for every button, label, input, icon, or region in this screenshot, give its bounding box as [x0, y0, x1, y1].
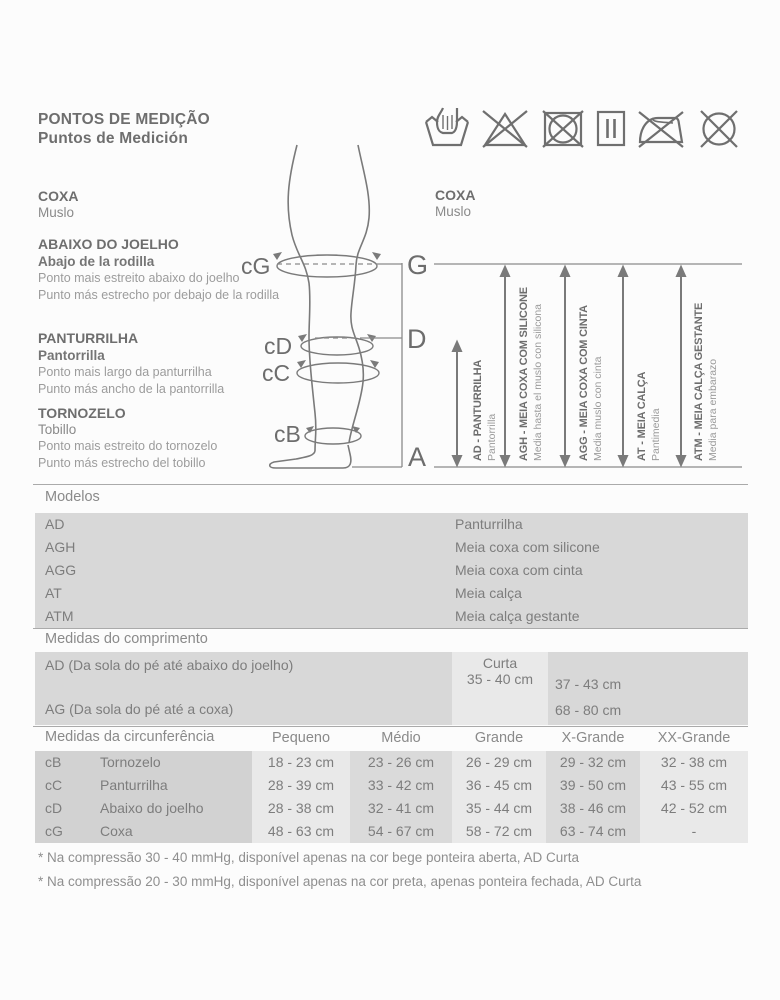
row-name: Coxa — [100, 823, 133, 839]
level-lines — [277, 263, 742, 467]
row-name: Abaixo do joelho — [100, 800, 204, 816]
model-name: Meia calça — [455, 585, 522, 601]
circunferencia-header: Medidas da circunferência — [45, 729, 215, 745]
table-row — [35, 797, 748, 820]
measure-ellipses — [277, 255, 379, 444]
point-subtitle: Tobillo — [38, 422, 77, 437]
point-subtitle: Pantorrilla — [38, 348, 105, 363]
point-coxa-title: COXA — [38, 188, 79, 204]
comprimento-table — [35, 652, 748, 725]
modelos-table — [35, 513, 748, 628]
table-row — [35, 605, 748, 628]
table-row — [35, 582, 748, 605]
cell-x-grande: 29 - 32 cm — [546, 751, 640, 774]
row-label — [35, 774, 252, 797]
length-row-ag-value: 68 - 80 cm — [555, 702, 622, 718]
range-label-at: AT - MEIA CALÇA — [636, 371, 648, 461]
table-row — [35, 536, 748, 559]
table-row — [35, 774, 748, 797]
cell-pequeno: 48 - 63 cm — [252, 820, 350, 843]
cell-x-grande: 39 - 50 cm — [546, 774, 640, 797]
separator — [33, 484, 748, 485]
size-header-medio: Médio — [381, 730, 421, 746]
label-cG: cG — [241, 253, 271, 279]
model-code: AGG — [45, 562, 77, 578]
label-D: D — [407, 324, 427, 354]
length-row-ad-value: 37 - 43 cm — [555, 676, 622, 692]
separator — [33, 628, 748, 629]
point-subtitle: Abajo de la rodilla — [38, 254, 155, 269]
range-label-agh: AGH - MEIA COXA COM SILICONE — [518, 287, 530, 461]
model-code: AGH — [45, 539, 76, 555]
row-label — [35, 820, 252, 843]
range-label-agg: AGG - MEIA COXA COM CINTA — [578, 305, 590, 461]
point-desc-es: Punto más estrecho por debajo de la rodilla — [38, 288, 280, 302]
label-G: G — [407, 250, 429, 280]
cell-medio: 33 - 42 cm — [350, 774, 452, 797]
cell-pequeno: 28 - 39 cm — [252, 774, 350, 797]
separator — [33, 726, 748, 727]
point-coxa-sub: Muslo — [38, 205, 75, 220]
model-name: Meia calça gestante — [455, 608, 580, 624]
cell-grande: 36 - 45 cm — [452, 774, 546, 797]
point-coxa — [38, 188, 78, 221]
row-label — [35, 797, 252, 820]
table-row — [35, 820, 748, 843]
model-name: Meia coxa com cinta — [455, 562, 583, 578]
size-header-grande: Grande — [474, 730, 524, 746]
length-row-ag-label: AG (Da sola do pé até a coxa) — [45, 701, 234, 717]
point-desc-pt: Ponto mais largo da panturrilha — [38, 365, 212, 379]
diagram-coxa-sub: Muslo — [435, 204, 472, 219]
table-row — [35, 751, 748, 774]
model-code: ATM — [45, 608, 74, 624]
range-sublabel-at: Pantimedia — [650, 408, 662, 461]
label-cC: cC — [262, 360, 291, 386]
point-desc-pt: Ponto mais estreito do tornozelo — [38, 439, 218, 453]
range-sublabel-agh: Media hasta el muslo con silicona — [532, 304, 544, 461]
range-label-ad: AD - PANTURRILHA — [472, 359, 484, 461]
cell-xx-grande: 42 - 52 cm — [640, 797, 748, 820]
cell-medio: 23 - 26 cm — [350, 751, 452, 774]
size-header-xx-grande: XX-Grande — [657, 730, 731, 746]
cell-medio: 54 - 67 cm — [350, 820, 452, 843]
circunferencia-table — [35, 751, 748, 843]
cell-xx-grande: 32 - 38 cm — [640, 751, 748, 774]
cell-xx-grande: - — [640, 820, 748, 843]
range-sublabel-atm: Media para embarazo — [707, 358, 719, 461]
point-desc-pt: Ponto mais estreito abaixo do joelho — [38, 271, 240, 285]
leg-diagram — [230, 85, 762, 485]
model-code: AD — [45, 516, 65, 532]
row-name: Panturrilha — [100, 777, 168, 793]
page-title-pt: PONTOS DE MEDIÇÃO — [38, 111, 210, 128]
row-code: cB — [45, 754, 62, 770]
size-header-x-grande: X-Grande — [561, 730, 625, 746]
curta-value: 35 - 40 cm — [466, 671, 534, 687]
row-label — [35, 751, 252, 774]
diagram-coxa-title: COXA — [435, 187, 476, 203]
row-code: cG — [45, 823, 63, 839]
cell-grande: 26 - 29 cm — [452, 751, 546, 774]
length-row-ad-label: AD (Da sola do pé até abaixo do joelho) — [45, 657, 294, 673]
label-cB: cB — [274, 421, 301, 447]
cell-x-grande: 63 - 74 cm — [546, 820, 640, 843]
modelos-header: Modelos — [45, 489, 100, 505]
point-title: ABAIXO DO JOELHO — [38, 236, 179, 252]
curta-cell — [452, 652, 548, 725]
label-A: A — [408, 442, 427, 472]
range-sublabel-agg: Media muslo con cinta — [592, 356, 604, 461]
range-label-atm: ATM - MEIA CALÇA GESTANTE — [693, 302, 705, 461]
point-desc-es: Punto más ancho de la pantorrilla — [38, 382, 225, 396]
label-cD: cD — [264, 333, 293, 359]
cell-medio: 32 - 41 cm — [350, 797, 452, 820]
range-sublabel-ad: Pantorrilla — [486, 413, 498, 461]
page-title-es: Puntos de Medición — [38, 130, 188, 147]
table-row — [35, 559, 748, 582]
model-name: Meia coxa com silicone — [455, 539, 600, 555]
leg-outline — [270, 145, 370, 468]
cell-grande: 58 - 72 cm — [452, 820, 546, 843]
cell-grande: 35 - 44 cm — [452, 797, 546, 820]
cell-pequeno: 18 - 23 cm — [252, 751, 350, 774]
row-name: Tornozelo — [100, 754, 161, 770]
size-header-pequeno: Pequeno — [271, 730, 331, 746]
point-title: TORNOZELO — [38, 405, 126, 421]
footnote-2: * Na compressão 20 - 30 mmHg, disponível apenas na cor preta, apenas ponteira fechada, AD Curta — [38, 874, 642, 889]
table-row — [35, 513, 748, 536]
cell-xx-grande: 43 - 55 cm — [640, 774, 748, 797]
level-letters — [407, 250, 428, 472]
comprimento-header: Medidas do comprimento — [45, 631, 208, 647]
page-title — [38, 110, 210, 148]
row-code: cD — [45, 800, 63, 816]
circumference-labels — [241, 253, 301, 447]
point-title: PANTURRILHA — [38, 330, 139, 346]
model-code: AT — [45, 585, 62, 601]
curta-title: Curta — [482, 655, 518, 671]
footnote-1: * Na compressão 30 - 40 mmHg, disponível apenas na cor bege ponteira aberta, AD Curta — [38, 850, 580, 865]
model-name: Panturrilha — [455, 516, 523, 532]
cell-pequeno: 28 - 38 cm — [252, 797, 350, 820]
row-code: cC — [45, 777, 63, 793]
point-desc-es: Punto más estrecho del tobillo — [38, 456, 206, 470]
cell-x-grande: 38 - 46 cm — [546, 797, 640, 820]
